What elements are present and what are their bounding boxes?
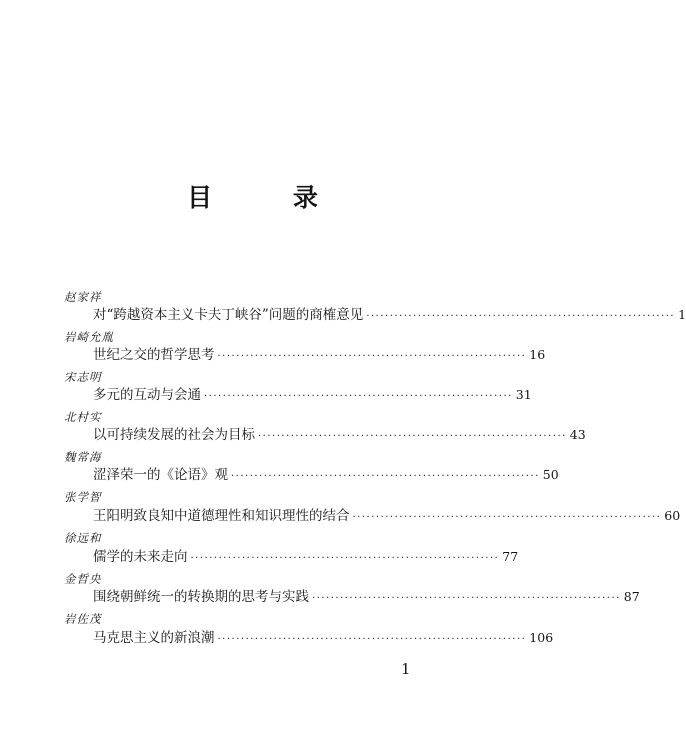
dot-leader: ·································································· [204,391,513,402]
entry-author: 岩佐茂 [64,612,102,626]
entry-page-number: 60 [664,508,681,523]
dot-leader: ·································································· [217,634,527,645]
entry-author: 赵家祥 [64,290,102,304]
entry-title: 对“跨越资本主义卡夫丁峡谷”问题的商榷意见 [93,307,364,323]
toc-entry[interactable] [93,305,686,325]
toc-entry[interactable] [93,425,586,445]
entry-author: 魏常海 [64,450,102,464]
entry-title: 涩泽荣一的《论语》观 [93,467,228,483]
entry-page-number: 43 [569,427,586,442]
entry-author: 徐远和 [64,531,102,545]
dot-leader: ·································································· [217,351,527,362]
entry-page-number: 87 [623,589,640,604]
entry-title: 多元的互动与会通 [93,387,201,403]
entry-title: 世纪之交的哲学思考 [93,347,215,363]
toc-entry[interactable] [93,587,640,607]
entry-page-number: 77 [502,549,519,564]
page-number: 1 [401,660,411,678]
entry-title: 马克思主义的新浪潮 [93,630,215,646]
entry-title: 围绕朝鲜统一的转换期的思考与实践 [93,589,309,605]
entry-page-number: 50 [542,467,559,482]
entry-author: 宋志明 [64,370,102,384]
dot-leader: ·································································· [190,553,500,564]
entry-page-number: 31 [515,387,532,402]
entry-title: 儒学的未来走向 [93,549,188,565]
toc-entry[interactable] [93,385,532,405]
entry-author: 北村实 [64,410,102,424]
dot-leader: ·································································· [231,471,540,482]
dot-leader: ·································································· [366,311,676,322]
toc-entry[interactable] [93,547,519,567]
entry-page-number: 16 [529,347,546,362]
dot-leader: ·································································· [258,431,567,442]
dot-leader: ·································································· [312,593,621,604]
entry-title: 王阳明致良知中道德理性和知识理性的结合 [93,508,350,524]
toc-entry[interactable] [93,628,554,648]
entry-author: 岩崎允胤 [64,330,114,344]
entry-author: 金哲央 [64,572,102,586]
entry-title: 以可持续发展的社会为目标 [93,427,255,443]
entry-author: 张学智 [64,490,102,504]
toc-entry[interactable] [93,506,681,526]
entry-page-number: 1 [678,307,686,322]
dot-leader: ·································································· [352,512,662,523]
toc-entry[interactable] [93,345,546,365]
page-title: 目 录 [187,183,354,212]
entry-page-number: 106 [529,630,554,645]
toc-entry[interactable] [93,465,559,485]
